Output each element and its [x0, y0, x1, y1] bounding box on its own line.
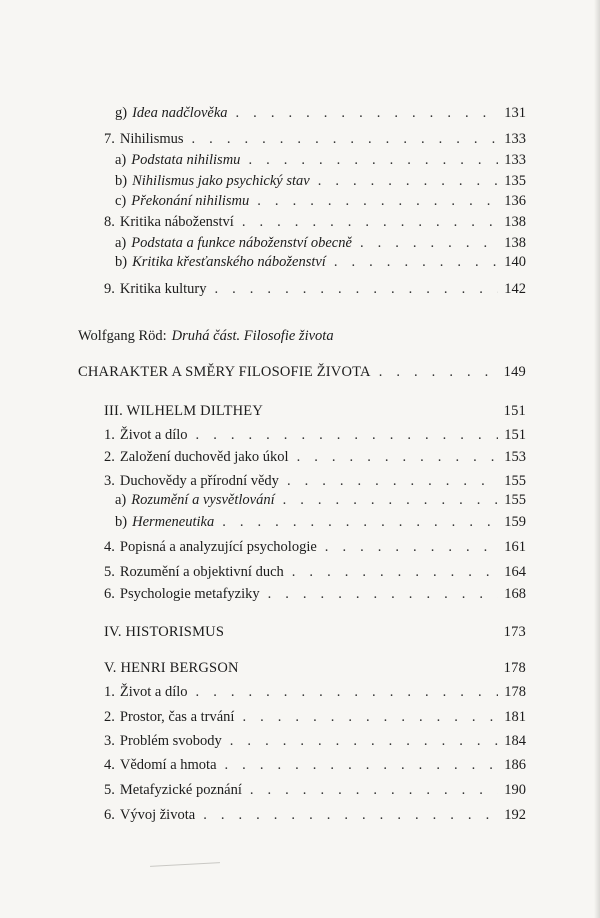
entry-title: Problém svobody — [119, 733, 222, 749]
leader-dots — [222, 513, 498, 531]
leader-dots — [248, 151, 498, 169]
entry-title: Život a dílo — [119, 684, 188, 700]
entry-page: 192 — [504, 807, 526, 823]
leader-dots — [192, 130, 499, 148]
entry-title: Podstata a funkce náboženství obecně — [131, 235, 352, 251]
entry-number: 2. — [104, 449, 115, 465]
entry-number: 9. — [104, 281, 115, 297]
entry-page: 142 — [504, 281, 526, 297]
entry-page: 173 — [503, 624, 526, 640]
entry-page: 151 — [503, 403, 526, 419]
leader-dots — [334, 253, 498, 271]
toc-entry-9[interactable] — [104, 280, 526, 298]
entry-number: 1. — [104, 684, 115, 700]
leader-dots — [250, 781, 498, 799]
entry-title: Psychologie metafyziky — [119, 586, 260, 602]
leader-dots — [196, 426, 499, 444]
entry-title: Kritika křesťanského náboženství — [132, 254, 326, 270]
entry-title: Metafyzické poznání — [119, 782, 242, 798]
entry-page: 190 — [504, 782, 526, 798]
entry-page: 155 — [504, 492, 526, 508]
entry-page: 133 — [504, 152, 526, 168]
entry-title: CHARAKTER A SMĚRY FILOSOFIE ŽIVOTA — [78, 364, 371, 380]
leader-dots — [360, 234, 498, 252]
entry-number: 7. — [104, 131, 115, 147]
entry-number: 1. — [104, 427, 115, 443]
entry-page: 178 — [503, 660, 526, 676]
entry-title: Kritika kultury — [119, 281, 207, 297]
entry-number: 4. — [104, 757, 115, 773]
toc-entry-d3[interactable] — [104, 472, 526, 490]
entry-page: 133 — [504, 131, 526, 147]
entry-title: III. WILHELM DILTHEY — [104, 403, 264, 419]
entry-title: Vývoj života — [119, 807, 196, 823]
entry-number: g) — [115, 105, 128, 121]
leader-dots — [203, 806, 498, 824]
entry-title: Idea nadčlověka — [132, 105, 228, 121]
entry-title: Prostor, čas a trvání — [119, 709, 235, 725]
toc-entry-d6[interactable] — [104, 585, 526, 603]
entry-page: 164 — [504, 564, 526, 580]
toc-entry-b3[interactable] — [104, 732, 526, 750]
leader-dots — [225, 756, 499, 774]
entry-title: Nihilismus jako psychický stav — [132, 173, 310, 189]
part-heading — [78, 327, 334, 345]
toc-entry-d4[interactable] — [104, 538, 526, 556]
page-edge-shadow — [594, 0, 600, 918]
toc-entry-b6[interactable] — [104, 806, 526, 824]
leader-dots — [196, 683, 499, 701]
toc-entry-d1[interactable] — [104, 426, 526, 444]
entry-page: 186 — [504, 757, 526, 773]
leader-dots — [236, 104, 499, 122]
entry-number: 3. — [104, 473, 115, 489]
entry-number: 8. — [104, 214, 115, 230]
entry-title: Život a dílo — [119, 427, 188, 443]
toc-entry-8[interactable] — [104, 213, 526, 231]
leader-dots — [318, 172, 499, 190]
entry-number: 5. — [104, 782, 115, 798]
entry-title: Kritika náboženství — [119, 214, 234, 230]
entry-number: c) — [115, 193, 127, 209]
entry-number: 5. — [104, 564, 115, 580]
leader-dots — [268, 585, 499, 603]
entry-page: 155 — [504, 473, 526, 489]
entry-page: 161 — [504, 539, 526, 555]
entry-number: b) — [115, 514, 128, 530]
toc-entry-charakter[interactable] — [78, 363, 526, 381]
leader-dots — [230, 732, 498, 750]
toc-entry-b4[interactable] — [104, 756, 526, 774]
toc-entry-b1[interactable] — [104, 683, 526, 701]
part-author: Wolfgang Röd: — [78, 328, 167, 344]
entry-page: 178 — [504, 684, 526, 700]
toc-entry-d5[interactable] — [104, 563, 526, 581]
entry-title: IV. HISTORISMUS — [104, 624, 225, 640]
entry-title: Nihilismus — [119, 131, 184, 147]
leader-dots — [283, 491, 499, 509]
entry-number: a) — [115, 492, 127, 508]
entry-number: 6. — [104, 807, 115, 823]
entry-number: 6. — [104, 586, 115, 602]
toc-entry-d2[interactable] — [104, 448, 526, 466]
entry-title: Hermeneutika — [132, 514, 215, 530]
entry-title: Podstata nihilismu — [131, 152, 241, 168]
leader-dots — [287, 472, 498, 490]
toc-entry-8b[interactable] — [115, 253, 526, 271]
entry-page: 131 — [504, 105, 526, 121]
toc-entry-8a[interactable] — [115, 234, 526, 252]
entry-number: 3. — [104, 733, 115, 749]
entry-page: 140 — [504, 254, 526, 270]
toc-entry-7c[interactable] — [115, 192, 526, 210]
entry-title: Rozumění a objektivní duch — [119, 564, 284, 580]
entry-page: 159 — [504, 514, 526, 530]
toc-entry-7[interactable] — [104, 130, 526, 148]
toc-entry-b5[interactable] — [104, 781, 526, 799]
leader-dots — [379, 363, 498, 381]
leader-dots — [242, 213, 498, 231]
leader-dots — [242, 708, 498, 726]
leader-dots — [325, 538, 498, 556]
entry-page: 138 — [504, 235, 526, 251]
entry-page: 181 — [504, 709, 526, 725]
entry-number: 2. — [104, 709, 115, 725]
toc-chapter-historismus[interactable] — [104, 623, 526, 641]
pencil-mark — [150, 862, 220, 867]
part-title: Druhá část. Filosofie života — [171, 328, 334, 344]
leader-dots — [257, 192, 498, 210]
entry-number: b) — [115, 254, 128, 270]
entry-title: Rozumění a vysvětlování — [131, 492, 275, 508]
leader-dots — [297, 448, 499, 466]
entry-title: V. HENRI BERGSON — [104, 660, 239, 676]
entry-page: 138 — [504, 214, 526, 230]
entry-title: Duchovědy a přírodní vědy — [119, 473, 279, 489]
entry-page: 151 — [504, 427, 526, 443]
entry-page: 184 — [504, 733, 526, 749]
entry-title: Založení duchověd jako úkol — [119, 449, 289, 465]
entry-title: Vědomí a hmota — [119, 757, 217, 773]
entry-page: 153 — [504, 449, 526, 465]
toc-entry-7a[interactable] — [115, 151, 526, 169]
entry-page: 135 — [504, 173, 526, 189]
leader-dots — [214, 280, 498, 298]
toc-entry-d3b[interactable] — [115, 513, 526, 531]
entry-page: 168 — [504, 586, 526, 602]
leader-dots — [292, 563, 498, 581]
toc-entry-g[interactable] — [115, 104, 526, 122]
toc-entry-7b[interactable] — [115, 172, 526, 190]
entry-number: b) — [115, 173, 128, 189]
toc-entry-b2[interactable] — [104, 708, 526, 726]
entry-number: a) — [115, 235, 127, 251]
entry-number: 4. — [104, 539, 115, 555]
entry-page: 149 — [503, 364, 526, 380]
entry-number: a) — [115, 152, 127, 168]
entry-title: Popisná a analyzující psychologie — [119, 539, 317, 555]
entry-page: 136 — [504, 193, 526, 209]
toc-chapter-bergson[interactable] — [104, 659, 526, 677]
toc-entry-d3a[interactable] — [115, 491, 526, 509]
toc-chapter-dilthey[interactable] — [104, 402, 526, 420]
entry-title: Překonání nihilismu — [131, 193, 250, 209]
